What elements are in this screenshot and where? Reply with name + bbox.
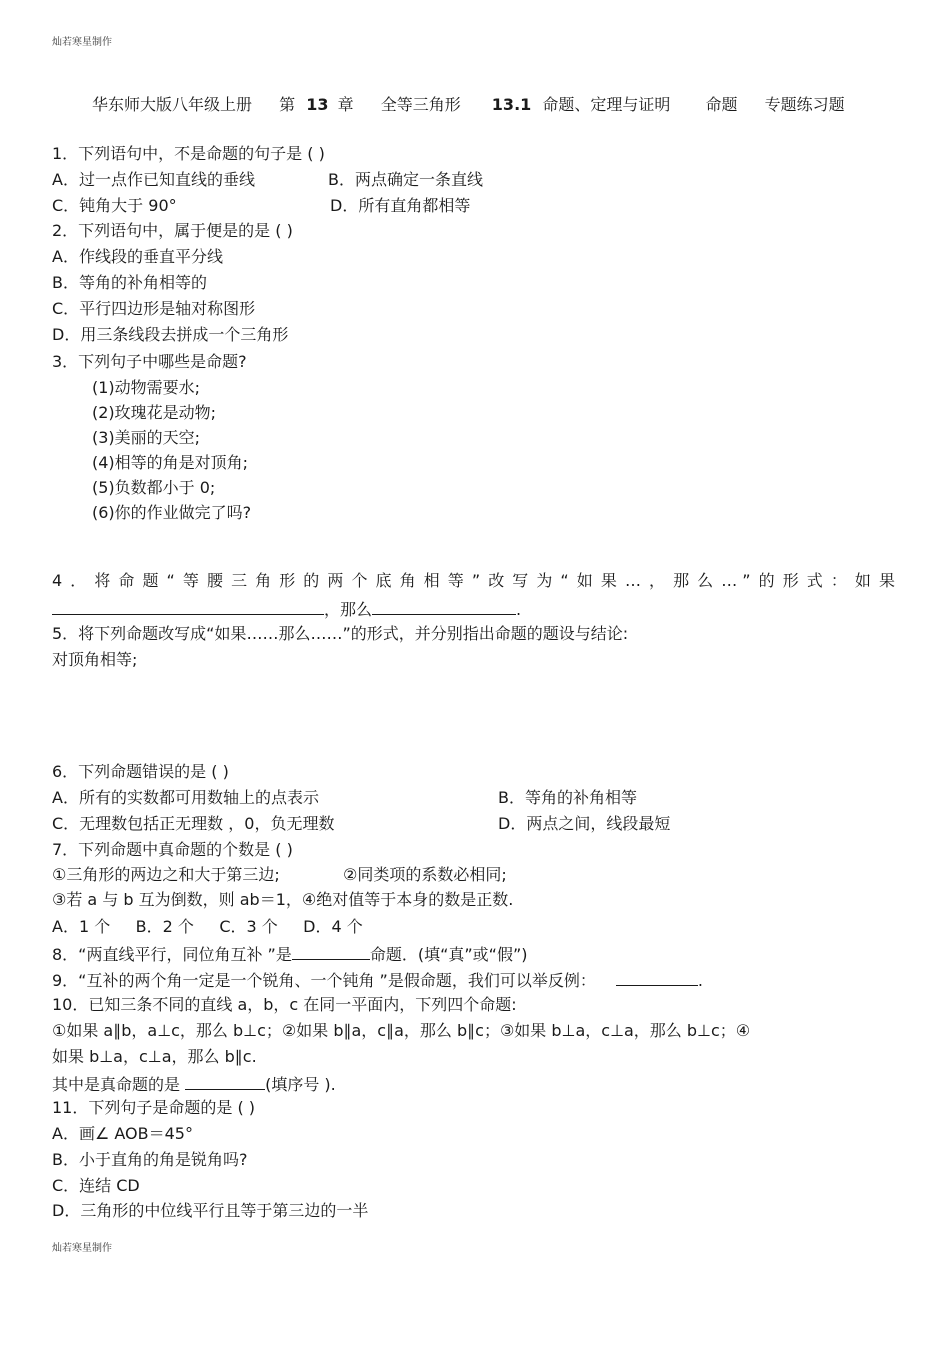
q11-option-b: B．小于直角的角是锐角吗? [52,1150,248,1169]
q11-option-a: A．画∠ AOB＝45° [52,1124,193,1143]
title-section-name: 命题、定理与证明 [542,95,671,114]
q4-blank-if[interactable] [52,598,324,615]
q10-answer-line [52,1073,336,1095]
q1-option-b: B．两点确定一条直线 [328,170,483,189]
q6-option-a: A．所有的实数都可用数轴上的点表示 [52,788,319,807]
q10-propositions-line-2: 如果 b⊥a，c⊥a，那么 b∥c. [52,1047,257,1066]
q10-blank[interactable] [185,1073,265,1090]
title-chapter-name: 全等三角形 [380,95,461,114]
q4-blank-then[interactable] [372,598,516,615]
q1-option-c: C．钝角大于 90° [52,196,177,215]
q1-option-a: A．过一点作已知直线的垂线 [52,170,255,189]
title-chapter-prefix: 第 [279,95,296,114]
q6-option-c: C．无理数包括正无理数 ，0，负无理数 [52,814,335,833]
q6-option-d: D．两点之间，线段最短 [498,814,671,833]
q8-hint: 命题．(填“真”或“假”) [369,945,528,964]
q11-option-c: C．连结 CD [52,1176,140,1195]
q2-option-b: B．等角的补角相等的 [52,273,207,292]
q1-option-d: D．所有直角都相等 [330,196,471,215]
page-header: 灿若寒星制作 [52,37,112,48]
page-footer: 灿若寒星制作 [52,1243,112,1254]
q7-options: A．1 个 B．2 个 C．3 个 D．4 个 [52,917,363,936]
title-book: 华东师大版八年级上册 [92,95,253,114]
q2-option-d: D．用三条线段去拼成一个三角形 [52,325,289,344]
q3-item: (4)相等的角是对顶角; [92,453,249,472]
q3-item: (2)玫瑰花是动物; [92,403,217,422]
q11-option-d: D．三角形的中位线平行且等于第三边的一半 [52,1201,369,1220]
q10-stem: 10．已知三条不同的直线 a，b，c 在同一平面内，下列四个命题: [52,995,517,1014]
q10-answer-label: 其中是真命题的是 [52,1075,186,1094]
q2-option-a: A．作线段的垂直平分线 [52,247,223,266]
title-topic: 命题 [705,95,738,114]
q3-item: (1)动物需要水; [92,378,201,397]
q2-option-c: C．平行四边形是轴对称图形 [52,299,256,318]
q3-item: (6)你的作业做完了吗? [92,503,252,522]
q7-statement-3-4: ③若 a 与 b 互为倒数，则 ab＝1，④绝对值等于本身的数是正数. [52,890,514,909]
q4-answer-line [52,598,521,620]
q5-stem: 5．将下列命题改写成“如果……那么……”的形式，并分别指出命题的题设与结论: [52,624,629,643]
q3-stem: 3．下列句子中哪些是命题? [52,352,247,371]
q3-item: (5)负数都小于 0; [92,478,216,497]
q4-then-label: ，那么 [324,600,373,619]
title-exercise: 专题练习题 [764,95,845,114]
title-section-number: 13.1 [491,95,532,114]
q1-stem: 1．下列语句中，不是命题的句子是 ( ) [52,144,325,163]
document-title [92,95,845,115]
q10-propositions-line-1: ①如果 a∥b，a⊥c，那么 b⊥c；②如果 b∥a，c∥a，那么 b∥c；③如果 b⊥a，c⊥a，那么 b⊥c；④ [52,1021,751,1040]
q6-stem: 6．下列命题错误的是 ( ) [52,762,229,781]
q7-statement-2: ②同类项的系数必相同; [343,865,507,884]
q7-statement-1: ①三角形的两边之和大于第三边; [52,865,280,884]
q2-stem: 2．下列语句中，属于便是的是 ( ) [52,221,293,240]
q3-item: (3)美丽的天空; [92,428,201,447]
title-chapter-number: 13 [306,95,329,114]
q9-line [52,969,703,991]
q8-text: 8．“两直线平行，同位角互补 ”是 [52,945,292,964]
q4-stem [52,571,900,591]
q7-stem: 7．下列命题中真命题的个数是 ( ) [52,840,293,859]
q10-hint: (填序号 ). [265,1075,336,1094]
q4-end: . [516,600,522,619]
q9-end: . [697,971,703,990]
title-chapter-suffix: 章 [337,95,354,114]
q4-text: 4．将命题“等腰三角形的两个底角相等”改写为“如果…，那么…”的形式：如果 [52,571,900,590]
q9-text: 9．“互补的两个角一定是一个锐角、一个钝角 ”是假命题，我们可以举反例： [52,971,596,990]
q9-blank[interactable] [616,969,698,986]
q6-option-b: B．等角的补角相等 [498,788,637,807]
q8-blank[interactable] [292,943,370,960]
q11-stem: 11．下列句子是命题的是 ( ) [52,1098,256,1117]
q8-line [52,943,528,965]
q5-statement: 对顶角相等; [52,650,138,669]
